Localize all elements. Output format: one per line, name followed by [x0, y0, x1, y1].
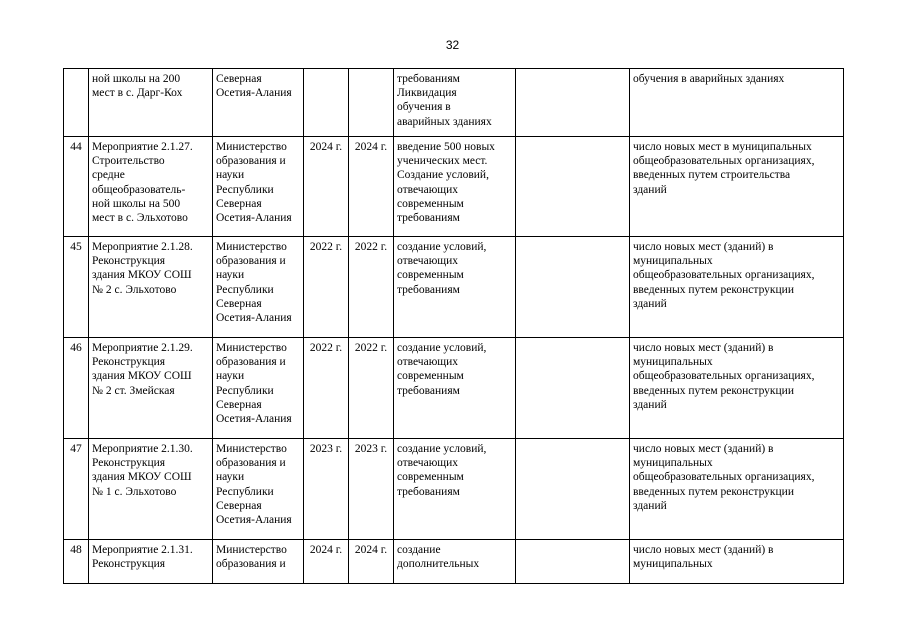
- event-name-cell: Мероприятие 2.1.30. Реконструкция здания МКОУ СОШ № 1 с. Эльхотово: [89, 439, 213, 540]
- table-body: [64, 69, 844, 584]
- expected-result-cell: создание условий, отвечающих современным требованиям: [394, 237, 516, 338]
- linked-indicator-cell: [516, 338, 630, 439]
- event-name-cell: ной школы на 200 мест в с. Дарг-Кох: [89, 69, 213, 137]
- end-year-cell: 2024 г.: [349, 540, 394, 584]
- linked-indicator-cell: [516, 237, 630, 338]
- expected-result-cell: введение 500 новых ученических мест. Создание условий, отвечающих современным требованиям: [394, 137, 516, 237]
- event-name-cell: Мероприятие 2.1.27. Строительство средне общеобразователь- ной школы на 500 мест в с. Эльхотово: [89, 137, 213, 237]
- start-year-cell: 2024 г.: [304, 540, 349, 584]
- executor-cell: Министерство образования и науки Республики Северная Осетия-Алания: [213, 338, 304, 439]
- event-name-cell: Мероприятие 2.1.29. Реконструкция здания МКОУ СОШ № 2 ст. Змейская: [89, 338, 213, 439]
- row-number-cell: 44: [64, 137, 89, 237]
- linked-indicator-cell: [516, 69, 630, 137]
- linked-indicator-cell: [516, 540, 630, 584]
- start-year-cell: [304, 69, 349, 137]
- row-number-cell: 48: [64, 540, 89, 584]
- end-year-cell: 2022 г.: [349, 338, 394, 439]
- expected-result-cell: создание условий, отвечающих современным требованиям: [394, 439, 516, 540]
- executor-cell: Министерство образования и: [213, 540, 304, 584]
- end-year-cell: [349, 69, 394, 137]
- linked-indicator-cell: [516, 439, 630, 540]
- linked-indicator-cell: [516, 137, 630, 237]
- start-year-cell: 2023 г.: [304, 439, 349, 540]
- table-row: [64, 338, 844, 439]
- target-indicator-cell: число новых мест (зданий) в муниципальных: [630, 540, 844, 584]
- row-number-cell: 46: [64, 338, 89, 439]
- row-number-cell: 47: [64, 439, 89, 540]
- event-name-cell: Мероприятие 2.1.28. Реконструкция здания МКОУ СОШ № 2 с. Эльхотово: [89, 237, 213, 338]
- start-year-cell: 2024 г.: [304, 137, 349, 237]
- page-number: 32: [445, 38, 460, 52]
- table-row: [64, 439, 844, 540]
- measures-table: [63, 68, 844, 584]
- table-row: [64, 237, 844, 338]
- target-indicator-cell: обучения в аварийных зданиях: [630, 69, 844, 137]
- row-number-cell: [64, 69, 89, 137]
- end-year-cell: 2024 г.: [349, 137, 394, 237]
- event-name-cell: Мероприятие 2.1.31. Реконструкция: [89, 540, 213, 584]
- start-year-cell: 2022 г.: [304, 237, 349, 338]
- row-number-cell: 45: [64, 237, 89, 338]
- end-year-cell: 2022 г.: [349, 237, 394, 338]
- executor-cell: Министерство образования и науки Республики Северная Осетия-Алания: [213, 237, 304, 338]
- target-indicator-cell: число новых мест в муниципальных общеобразовательных организациях, введенных путем строительства зданий: [630, 137, 844, 237]
- executor-cell: Северная Осетия-Алания: [213, 69, 304, 137]
- table-row: [64, 540, 844, 584]
- table-row: [64, 69, 844, 137]
- target-indicator-cell: число новых мест (зданий) в муниципальных общеобразовательных организациях, введенных путем реконструкции зданий: [630, 439, 844, 540]
- executor-cell: Министерство образования и науки Республики Северная Осетия-Алания: [213, 137, 304, 237]
- executor-cell: Министерство образования и науки Республики Северная Осетия-Алания: [213, 439, 304, 540]
- expected-result-cell: требованиям Ликвидация обучения в аварийных зданиях: [394, 69, 516, 137]
- target-indicator-cell: число новых мест (зданий) в муниципальных общеобразовательных организациях, введенных путем реконструкции зданий: [630, 338, 844, 439]
- table-row: [64, 137, 844, 237]
- expected-result-cell: создание дополнительных: [394, 540, 516, 584]
- start-year-cell: 2022 г.: [304, 338, 349, 439]
- end-year-cell: 2023 г.: [349, 439, 394, 540]
- expected-result-cell: создание условий, отвечающих современным требованиям: [394, 338, 516, 439]
- target-indicator-cell: число новых мест (зданий) в муниципальных общеобразовательных организациях, введенных путем реконструкции зданий: [630, 237, 844, 338]
